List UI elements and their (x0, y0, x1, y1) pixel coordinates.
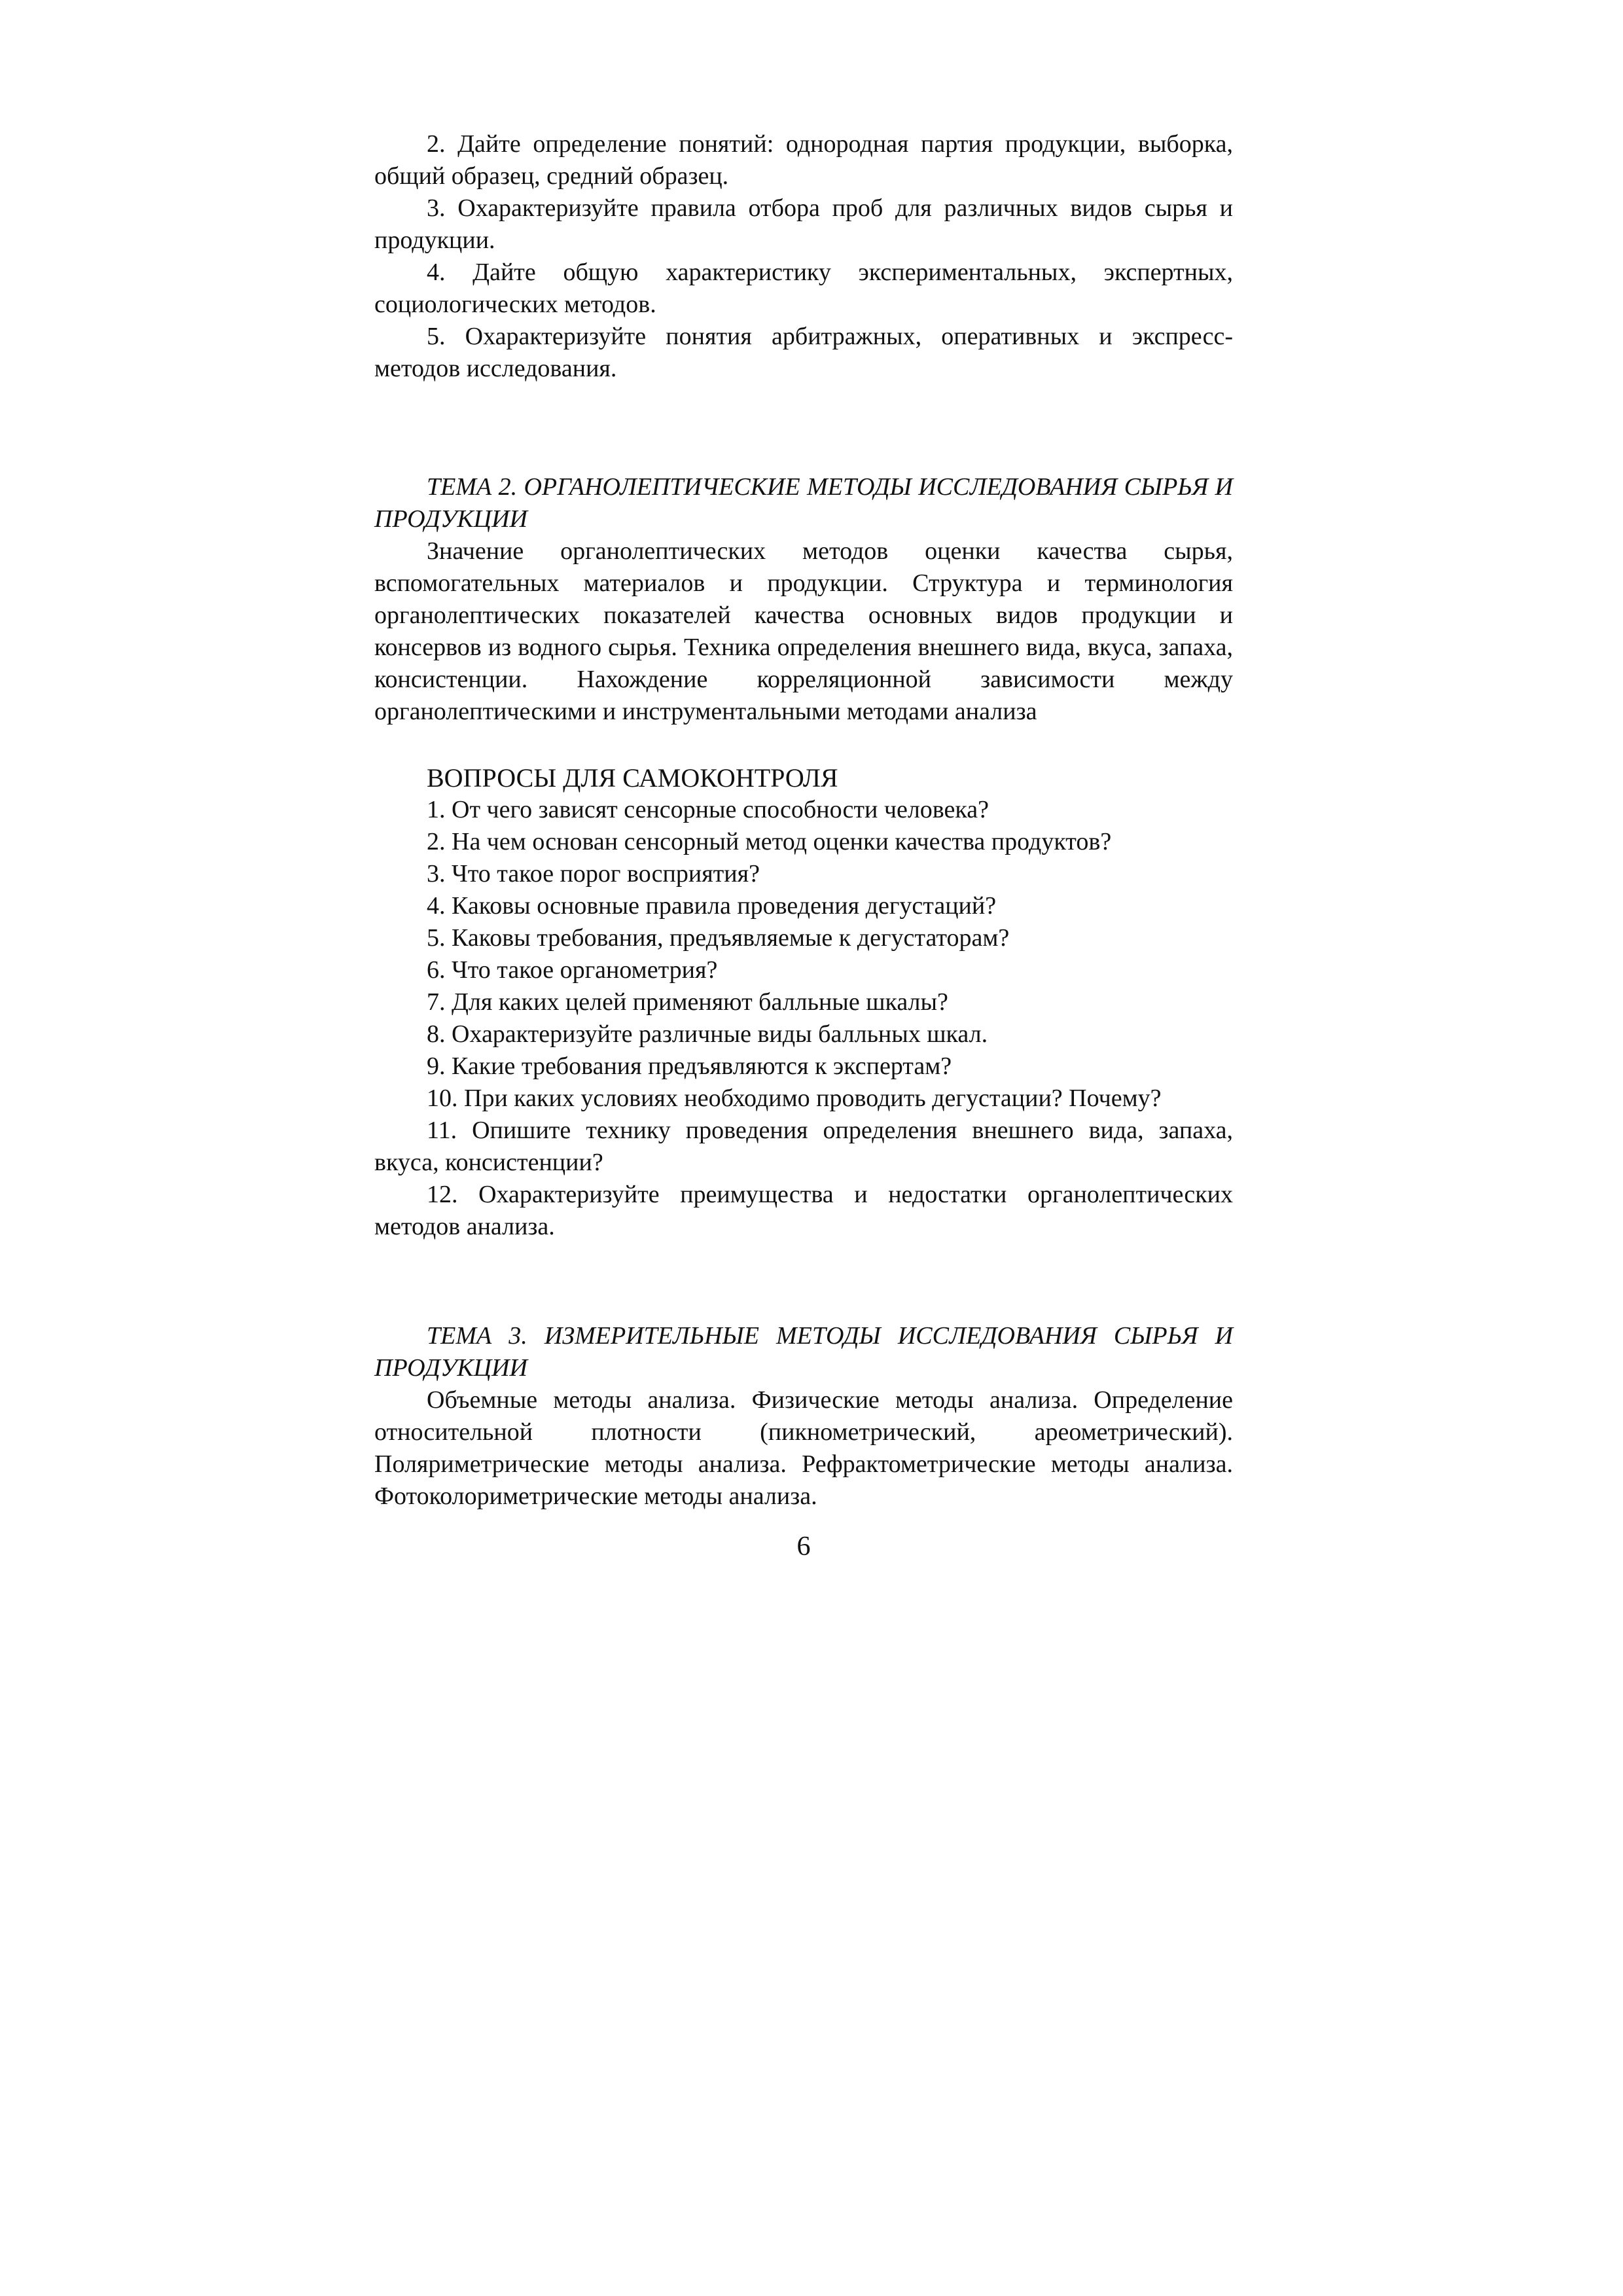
question-item: 7. Для каких целей применяют балльные шкалы? (427, 988, 948, 1016)
question-item: 4. Каковы основные правила проведения дегустаций? (427, 892, 997, 920)
question-item: 12. Охарактеризуйте преимущества и недостатки органолептических методов анализа. (374, 1181, 1233, 1240)
topic3-title: ТЕМА 3. ИЗМЕРИТЕЛЬНЫЕ МЕТОДЫ ИССЛЕДОВАНИЯ СЫРЬЯ И ПРОДУКЦИИ (374, 1322, 1233, 1382)
question-item: 11. Опишите технику проведения определения внешнего вида, запаха, вкуса, консистенции? (374, 1117, 1233, 1176)
question-item: 1. От чего зависят сенсорные способности человека? (427, 796, 989, 823)
question-item: 3. Что такое порог восприятия? (427, 860, 760, 888)
question-item: 2. На чем основан сенсорный метод оценки качества продуктов? (427, 828, 1112, 855)
question-item: 6. Что такое органометрия? (427, 956, 718, 984)
topic2-text: Значение органолептических методов оценки качества сырья, вспомогательных материалов и продукции. Структура и терминология органолептических показателей качества основных видов продукции и консервов из водного сырья. Техника определения внешнего вида, вкуса, запаха, консистенции. Нахождение корреляционной зависимости между органолептическими и инструментальными методами анализа (374, 537, 1233, 725)
review-question: 5. Охарактеризуйте понятия арбитражных, оперативных и экспресс-методов исследования. (374, 323, 1233, 382)
topic3-text: Объемные методы анализа. Физические методы анализа. Определение относительной плотности (пикнометрический, ареометрический). Поляриметрические методы анализа. Рефрактометрические методы анализа. Фотоколориметрические методы анализа. (374, 1386, 1233, 1510)
review-question: 2. Дайте определение понятий: однородная партия продукции, выборка, общий образец, средний образец. (374, 130, 1233, 190)
review-question: 3. Охарактеризуйте правила отбора проб для различных видов сырья и продукции. (374, 194, 1233, 254)
topic2-questions-heading: ВОПРОСЫ ДЛЯ САМОКОНТРОЛЯ (427, 763, 838, 793)
page-content (374, 128, 1233, 1563)
review-question: 4. Дайте общую характеристику экспериментальных, экспертных, социологических методов. (374, 259, 1233, 318)
topic2-title: ТЕМА 2. ОРГАНОЛЕПТИЧЕСКИЕ МЕТОДЫ ИССЛЕДОВАНИЯ СЫРЬЯ И ПРОДУКЦИИ (374, 473, 1233, 533)
question-item: 8. Охарактеризуйте различные виды балльных шкал. (427, 1020, 988, 1048)
question-item: 9. Какие требования предъявляются к экспертам? (427, 1052, 952, 1080)
question-item: 10. При каких условиях необходимо проводить дегустации? Почему? (427, 1085, 1162, 1112)
page-number: 6 (796, 1532, 811, 1562)
question-item: 5. Каковы требования, предъявляемые к дегустаторам? (427, 924, 1010, 952)
